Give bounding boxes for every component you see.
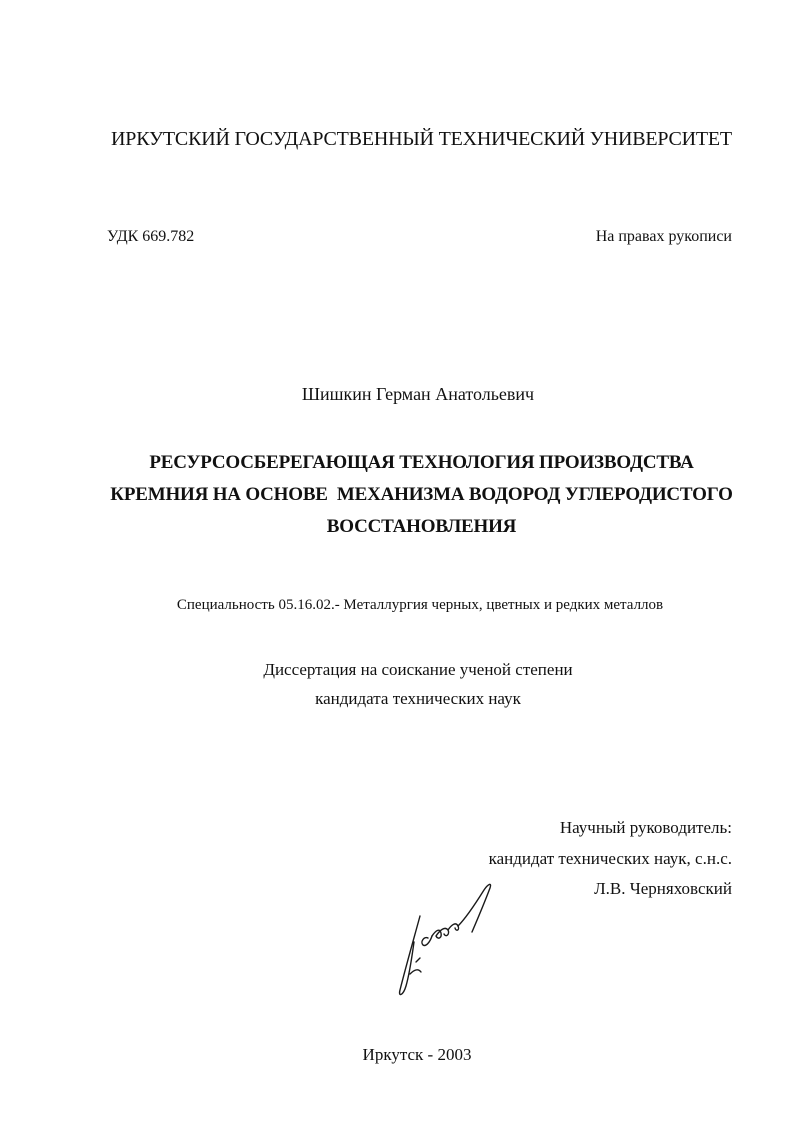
udk-code: УДК 669.782 <box>107 228 195 245</box>
dissertation-title <box>0 447 793 543</box>
degree-statement-line: кандидата технических наук <box>315 689 521 708</box>
supervisor-label: Научный руководитель: <box>559 818 732 837</box>
title-line: КРЕМНИЯ НА ОСНОВЕ МЕХАНИЗМА ВОДОРОД УГЛЕРОДИСТОГО <box>110 484 733 505</box>
supervisor-name: Л.В. Черняховский <box>594 879 732 898</box>
city-year: Иркутск - 2003 <box>362 1045 472 1064</box>
manuscript-rights-note: На правах рукописи <box>595 228 732 245</box>
author-name: Шишкин Герман Анатольевич <box>301 384 535 404</box>
title-line: РЕСУРСОСБЕРЕГАЮЩАЯ ТЕХНОЛОГИЯ ПРОИЗВОДСТВА <box>149 452 694 473</box>
degree-statement <box>0 655 793 713</box>
supervisor-degree: кандидат технических наук, с.н.с. <box>488 849 732 868</box>
degree-statement-line: Диссертация на соискание ученой степени <box>263 660 573 679</box>
university-name: ИРКУТСКИЙ ГОСУДАРСТВЕННЫЙ ТЕХНИЧЕСКИЙ УНИВЕРСИТЕТ <box>111 128 732 150</box>
handwritten-signature <box>388 878 518 1003</box>
specialty-line: Специальность 05.16.02.- Металлургия черных, цветных и редких металлов <box>176 597 664 613</box>
title-line: ВОССТАНОВЛЕНИЯ <box>326 516 517 537</box>
